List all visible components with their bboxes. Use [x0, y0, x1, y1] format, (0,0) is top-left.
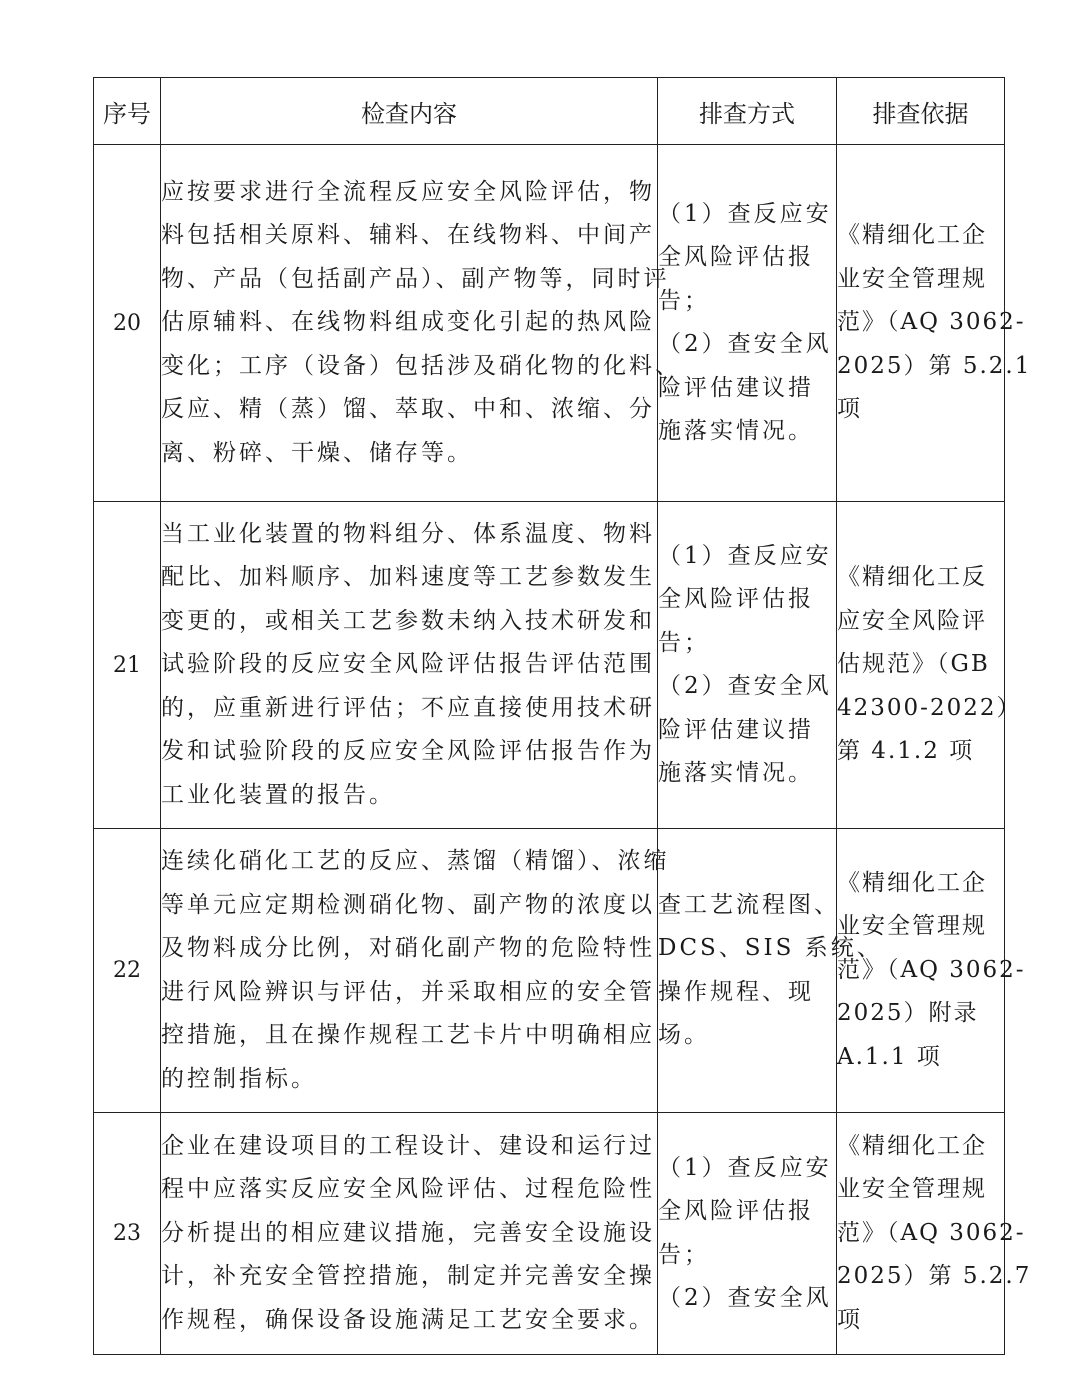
table-row [94, 829, 1005, 1113]
check-content-cell: 当工业化装置的物料组分、体系温度、物料 配比、加料顺序、加料速度等工艺参数发生 变更的，或相关工艺参数未纳入技术研发和 试验阶段的反应安全风险评估报告评估范围 的，应重新进行评估；不应直接使用技术研 发和试验阶段的反应安全风险评估报告作为 工业化装置的报告。 [161, 502, 658, 829]
check-method-cell: （1）查反应安 全风险评估报 告； （2）查安全风 险评估建议措 施落实情况。 [658, 502, 837, 829]
check-method-cell: （1）查反应安 全风险评估报 告； （2）查安全风 险评估建议措 施落实情况。 [658, 145, 837, 502]
header-check-basis: 排查依据 [837, 78, 1005, 145]
check-basis-cell: 《精细化工企 业安全管理规 范》（AQ 3062- 2025）附录 A.1.1 项 [837, 829, 1005, 1113]
row-number: 23 [94, 1113, 161, 1355]
table-header-row [94, 78, 1005, 145]
check-method-cell: 查工艺流程图、 DCS、SIS 系统、 操作规程、现 场。 [658, 829, 837, 1113]
header-serial-number: 序号 [94, 78, 161, 145]
row-number: 22 [94, 829, 161, 1113]
check-basis-cell: 《精细化工企 业安全管理规 范》（AQ 3062- 2025）第 5.2.7 项 [837, 1113, 1005, 1355]
header-check-content: 检查内容 [161, 78, 658, 145]
inspection-table [93, 77, 1032, 1355]
check-basis-cell: 《精细化工反 应安全风险评 估规范》（GB 42300-2022） 第 4.1.2 项 [837, 502, 1005, 829]
check-content-cell: 连续化硝化工艺的反应、蒸馏（精馏）、浓缩 等单元应定期检测硝化物、副产物的浓度以 及物料成分比例，对硝化副产物的危险特性 进行风险辨识与评估，并采取相应的安全管 控措施，且在操作规程工艺卡片中明确相应 的控制指标。 [161, 829, 658, 1113]
row-number: 21 [94, 502, 161, 829]
table-row [94, 502, 1005, 829]
check-content-cell: 应按要求进行全流程反应安全风险评估，物 料包括相关原料、辅料、在线物料、中间产 物、产品（包括副产品）、副产物等，同时评 估原辅料、在线物料组成变化引起的热风险 变化；工序（设备）包括涉及硝化物的化料、 反应、精（蒸）馏、萃取、中和、浓缩、分 离、粉碎、干燥、储存等。 [161, 145, 658, 502]
row-number: 20 [94, 145, 161, 502]
check-content-cell: 企业在建设项目的工程设计、建设和运行过 程中应落实反应安全风险评估、过程危险性 分析提出的相应建议措施，完善安全设施设 计，补充安全管控措施，制定并完善安全操 作规程，确保设备设施满足工艺安全要求。 [161, 1113, 658, 1355]
table-row [94, 1113, 1005, 1355]
check-method-cell: （1）查反应安 全风险评估报 告； （2）查安全风 [658, 1113, 837, 1355]
table-row [94, 145, 1005, 502]
check-basis-cell: 《精细化工企 业安全管理规 范》（AQ 3062- 2025）第 5.2.1 项 [837, 145, 1005, 502]
header-check-method: 排查方式 [658, 78, 837, 145]
